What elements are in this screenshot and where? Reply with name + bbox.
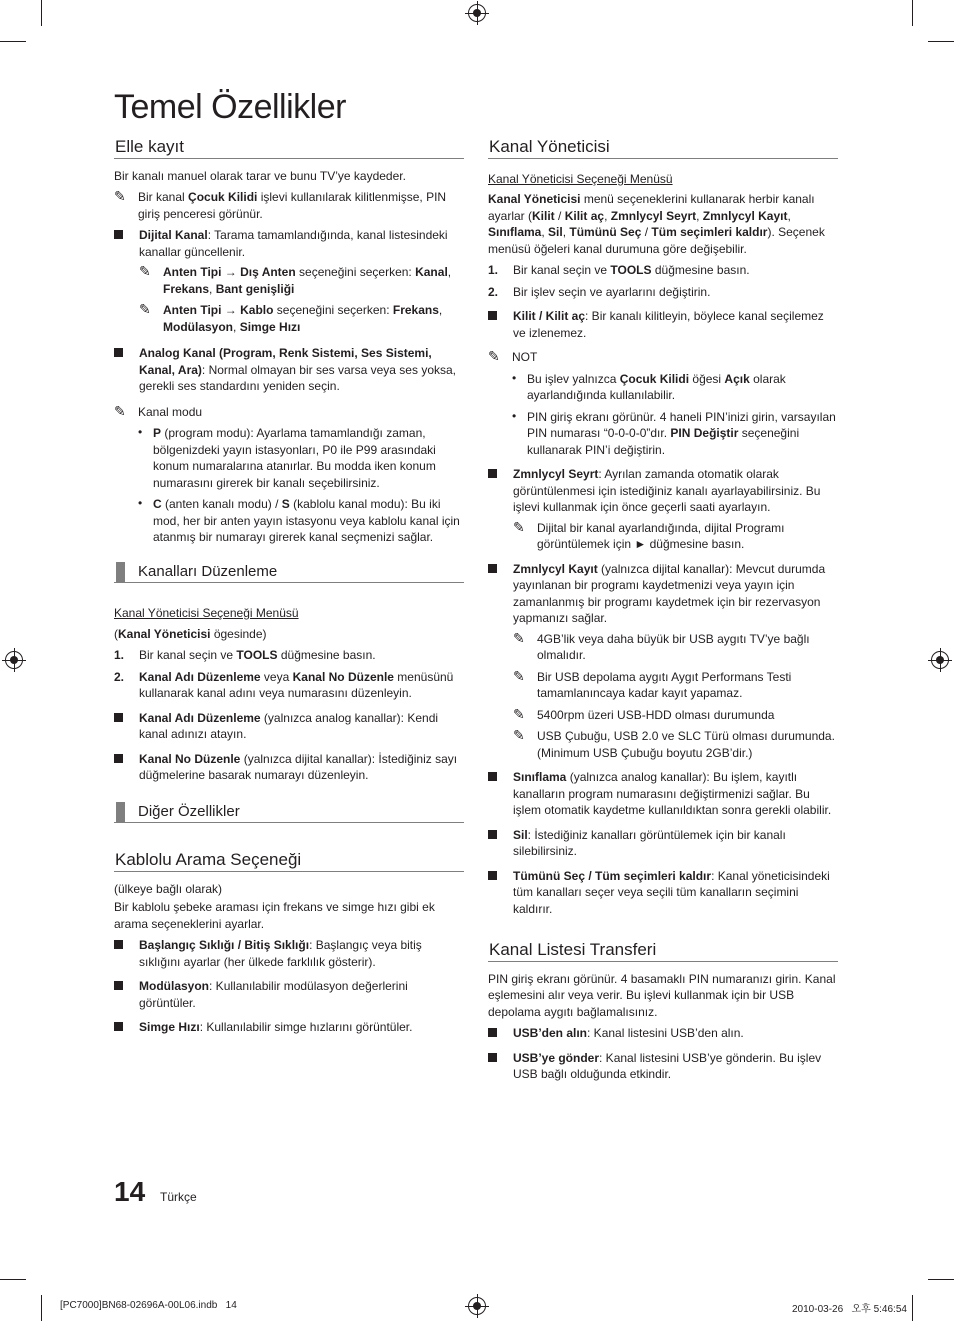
text: Kanal No Düzenle bbox=[292, 669, 394, 684]
text: Dijital bir kanal ayarlandığında, dijital Programı görüntülemek için ► düğmesine basın. bbox=[537, 520, 785, 551]
text: , bbox=[604, 208, 611, 223]
text: USB’den alın bbox=[513, 1026, 588, 1040]
print-slug-file: [PC7000]BN68-02696A-00L06.indb 14 bbox=[60, 1300, 237, 1311]
text: : Ayrılan zamanda otomatik olarak görüntülenmesi için istediğiniz kanalı ayarlayabilirsiniz. Bu işlevi kullanmak için önce geçerli saati ayarlayın. bbox=[513, 467, 821, 514]
paragraph bbox=[114, 626, 464, 643]
note bbox=[513, 631, 838, 664]
text: Kilit / Kilit aç bbox=[513, 309, 586, 323]
note bbox=[513, 669, 838, 702]
paragraph: Bir kablolu şebeke araması için frekans ve simge hızı gibi ek arama seçeneklerini ayarlar. bbox=[114, 900, 435, 931]
section-heading-kablolu-arama: Kablolu Arama Seçeneği bbox=[114, 851, 464, 872]
menu-title: Kanal Yöneticisi Seçeneği Menüsü bbox=[488, 171, 673, 186]
text: C bbox=[153, 497, 162, 511]
paragraph: (ülkeye bağlı olarak) bbox=[114, 881, 223, 896]
pencil-note-icon: ✎ bbox=[513, 667, 525, 684]
note bbox=[114, 404, 464, 421]
text: , bbox=[447, 265, 452, 279]
text: Simge Hızı bbox=[239, 319, 301, 334]
text: : Başlangıç veya bitiş sıklığını ayarlar (her ülkede farklılık gösterir). bbox=[139, 938, 422, 969]
pencil-note-icon: ✎ bbox=[513, 629, 525, 646]
text: 4GB’lik veya daha büyük bir USB aygıtı TV’ye bağlı olmalıdır. bbox=[537, 631, 810, 662]
text: Kanal bbox=[415, 265, 448, 279]
list-item bbox=[114, 937, 464, 970]
note bbox=[513, 707, 838, 724]
text: Sınıflama bbox=[513, 770, 567, 784]
registration-mark-icon bbox=[468, 4, 486, 22]
text: menü seçeneklerini kullanarak herbir kanalı ayarlar ( bbox=[488, 192, 815, 223]
registration-mark-icon bbox=[5, 651, 23, 669]
text: (anten kanalı modu) / bbox=[161, 497, 282, 511]
section-heading-kanal-listesi-transferi: Kanal Listesi Transferi bbox=[488, 941, 838, 962]
left-column bbox=[114, 138, 464, 1043]
pencil-note-icon: ✎ bbox=[513, 705, 525, 722]
text: NOT bbox=[512, 350, 538, 364]
text: USB’ye gönder bbox=[513, 1050, 600, 1065]
section-heading-elle-kayit: Elle kayıt bbox=[114, 138, 464, 159]
text: , bbox=[696, 208, 703, 223]
pencil-note-icon: ✎ bbox=[114, 188, 126, 204]
page-number: 14 bbox=[114, 1176, 146, 1207]
numbered-item bbox=[114, 669, 464, 702]
square-bullet-icon bbox=[488, 311, 497, 320]
text: (yalnızca analog kanallar): Kendi kanal adınızı atayın. bbox=[139, 710, 439, 741]
text: : Kullanılabilir simge hızlarını görüntüler. bbox=[199, 1020, 413, 1034]
text: veya bbox=[260, 669, 293, 684]
section-heading-kanal-yoneticisi: Kanal Yöneticisi bbox=[488, 138, 838, 159]
square-bullet-icon bbox=[488, 772, 497, 781]
text: PIN Değiştir bbox=[670, 426, 739, 440]
dot-bullet-icon: • bbox=[512, 370, 517, 385]
text: Sil bbox=[513, 827, 528, 842]
dot-bullet-icon: • bbox=[512, 408, 517, 423]
section-heading-kanallari-duzenleme bbox=[114, 564, 464, 584]
crop-mark bbox=[0, 41, 26, 42]
crop-mark bbox=[912, 1295, 913, 1321]
square-bullet-icon bbox=[114, 981, 123, 990]
list-item bbox=[488, 827, 838, 860]
pencil-note-icon: ✎ bbox=[488, 348, 500, 364]
paragraph bbox=[488, 191, 838, 257]
list-item bbox=[114, 1019, 464, 1036]
text: menüsünü kullanarak kanal adını veya numarasını düzenleyin. bbox=[139, 669, 454, 700]
text: S bbox=[281, 497, 290, 511]
text: Anten Tipi bbox=[163, 303, 222, 317]
text: Modülasyon bbox=[163, 319, 234, 334]
numbered-item bbox=[488, 284, 838, 301]
text: Dijital Kanal bbox=[139, 228, 208, 242]
text: Sil bbox=[548, 225, 563, 239]
text: Bir kanal bbox=[138, 190, 189, 204]
text: → bbox=[221, 265, 241, 279]
list-item bbox=[114, 751, 464, 784]
list-item bbox=[114, 227, 464, 335]
text: , bbox=[562, 225, 570, 239]
text: Zmnlycyl Seyrt bbox=[513, 467, 599, 481]
text: : Kanal listesini USB’den alın. bbox=[587, 1026, 744, 1040]
text: , bbox=[233, 319, 240, 334]
text: , bbox=[787, 208, 791, 223]
pencil-note-icon: ✎ bbox=[139, 263, 151, 279]
text: / bbox=[554, 208, 565, 223]
text: Bir işlev seçin ve ayarlarını değiştirin. bbox=[513, 284, 711, 299]
list-item bbox=[488, 466, 838, 553]
section-heading-diger-ozellikler bbox=[114, 804, 464, 824]
text: Tümünü Seç bbox=[569, 225, 642, 239]
text: Kanal Yöneticisi bbox=[118, 626, 211, 641]
page-title: Temel Özellikler bbox=[114, 88, 346, 126]
text: TOOLS bbox=[236, 648, 278, 662]
text: Kilit bbox=[532, 208, 555, 223]
square-bullet-icon bbox=[114, 1022, 123, 1031]
print-slug-date: 2010-03-26 오후 5:46:54 bbox=[792, 1304, 907, 1315]
text: Analog Kanal (Program, Renk Sistemi, Ses Sistemi, Kanal, Ara) bbox=[139, 346, 432, 377]
bullet-item bbox=[138, 496, 464, 546]
text: : Normal olmayan bir ses varsa veya ses yoksa, gerekli ses standardını yeniden seçin. bbox=[139, 362, 456, 393]
note bbox=[513, 728, 838, 761]
text: Kanal modu bbox=[138, 404, 203, 419]
text: Kanal Adı Düzenleme bbox=[139, 669, 261, 684]
step-number: 2. bbox=[114, 669, 125, 684]
text: Zmnlycyl Kayıt bbox=[702, 208, 788, 223]
text: (yalnızca analog kanallar): Bu işlem, kayıtlı kanalların program numarasını değiştirmenizi sağlar. Bu işlem otomatik kaydetme kullanıldıktan sonra gerekli olabilir. bbox=[513, 770, 832, 817]
list-item bbox=[488, 561, 838, 762]
note bbox=[513, 520, 838, 553]
text: Başlangıç Sıklığı / Bitiş Sıklığı bbox=[139, 938, 310, 952]
text: (yalnızca dijital kanallar): İstediğiniz sayı düğmelerine basarak numarayı düzenleyin. bbox=[139, 751, 458, 782]
pencil-note-icon: ✎ bbox=[513, 518, 525, 535]
text: / bbox=[641, 225, 652, 239]
text: Çocuk Kilidi bbox=[619, 371, 690, 386]
text: Bu işlev yalnızca bbox=[527, 371, 620, 386]
list-item bbox=[488, 1025, 838, 1042]
page-language: Türkçe bbox=[160, 1190, 197, 1204]
list-item bbox=[488, 308, 838, 341]
step-number: 1. bbox=[114, 648, 125, 662]
registration-mark-icon bbox=[931, 651, 949, 669]
text: Kanal Yöneticisi bbox=[488, 192, 581, 206]
text: : Bir kanalı kilitleyin, böylece kanal seçilemez ve izlenemez. bbox=[513, 309, 824, 340]
text: işlevi kullanılarak kilitlenmişse, PIN giriş penceresi görünür. bbox=[138, 190, 447, 221]
text: (yalnızca dijital kanallar): Mevcut durumda yayınlanan bir programı kaydetmenizi veya yayın için zamanlanmış bir programı kaydetmek için bir rezervasyon yapmanızı sağlar. bbox=[513, 561, 826, 625]
text: Frekans bbox=[392, 303, 439, 317]
text: , bbox=[541, 225, 549, 239]
list-item bbox=[114, 978, 464, 1011]
text: Kilit aç bbox=[564, 208, 605, 223]
text: olarak ayarlandığında kullanılabilir. bbox=[527, 371, 786, 402]
text: Bir kanal seçin ve bbox=[139, 648, 237, 662]
square-bullet-icon bbox=[114, 754, 123, 763]
text: Anten Tipi bbox=[163, 265, 222, 279]
text: , bbox=[438, 303, 443, 317]
text: Bir kanal seçin ve bbox=[513, 263, 611, 277]
square-bullet-icon bbox=[488, 469, 497, 478]
crop-mark bbox=[912, 0, 913, 26]
text: ( bbox=[114, 626, 118, 641]
text: düğmesine basın. bbox=[651, 263, 750, 277]
text: : Tarama tamamlandığında, kanal listesindeki kanallar güncellenir. bbox=[139, 228, 448, 259]
text: (kablolu kanal modu): Bu iki mod, her bir anten yayın istasyonu veya kablolu kanal için atanmış bir numarayı girerek kanal seçmenizi sağlar. bbox=[153, 497, 460, 544]
list-item bbox=[488, 769, 838, 819]
heading-bar-icon bbox=[116, 802, 125, 822]
square-bullet-icon bbox=[488, 830, 497, 839]
text: seçeneğini seçerken: bbox=[295, 265, 416, 279]
text: , bbox=[209, 281, 216, 296]
note bbox=[114, 189, 464, 222]
pencil-note-icon: ✎ bbox=[513, 727, 525, 743]
square-bullet-icon bbox=[114, 230, 123, 239]
text: seçeneğini kullanarak PIN’i değiştirin. bbox=[527, 426, 800, 457]
text: Zmnlycyl Seyrt bbox=[610, 208, 697, 223]
text: Kanal Adı Düzenleme bbox=[139, 710, 261, 725]
crop-mark bbox=[0, 1279, 26, 1280]
text: Tümünü Seç / Tüm seçimleri kaldır bbox=[513, 868, 712, 883]
text: : Kanal yöneticisindeki tüm kanalları seçer veya seçili tüm kanalların seçimini kaldırır. bbox=[513, 868, 830, 916]
text: → bbox=[221, 303, 241, 317]
paragraph: Bir kanalı manuel olarak tarar ve bunu TV’ye kaydeder. bbox=[114, 168, 406, 183]
list-item bbox=[488, 868, 838, 918]
dot-bullet-icon: • bbox=[138, 496, 143, 510]
note bbox=[139, 264, 464, 297]
text: : Kullanılabilir modülasyon değerlerini görüntüler. bbox=[139, 979, 408, 1010]
dot-bullet-icon: • bbox=[138, 425, 143, 439]
text: PIN giriş ekranı görünür. 4 haneli PIN’inizi girin, varsayılan PIN numarası “0-0-0-0”dır. bbox=[527, 409, 836, 440]
text: TOOLS bbox=[610, 263, 652, 277]
text: Simge Hızı bbox=[139, 1020, 200, 1034]
text: Zmnlycyl Kayıt bbox=[513, 561, 598, 576]
text: Diğer Özellikler bbox=[138, 802, 240, 820]
square-bullet-icon bbox=[488, 1053, 497, 1062]
text: : İstediğiniz kanalları görüntülemek için bir kanalı silebilirsiniz. bbox=[513, 827, 786, 858]
square-bullet-icon bbox=[114, 713, 123, 722]
menu-title: Kanal Yöneticisi Seçeneği Menüsü bbox=[114, 606, 299, 620]
bullet-item bbox=[138, 425, 464, 491]
text: ). Seçenek menüsü öğeleri kanal durumuna göre değişebilir. bbox=[488, 225, 825, 256]
list-item bbox=[114, 710, 464, 743]
registration-mark-icon bbox=[468, 1297, 486, 1315]
text: düğmesine basın. bbox=[277, 648, 376, 662]
text: Sınıflama bbox=[488, 225, 542, 239]
text: P bbox=[153, 426, 162, 440]
crop-mark bbox=[41, 0, 42, 26]
text: Kanalları Düzenleme bbox=[138, 562, 278, 580]
square-bullet-icon bbox=[114, 348, 123, 357]
text: Frekans bbox=[163, 281, 210, 296]
pencil-note-icon: ✎ bbox=[114, 402, 126, 419]
numbered-item bbox=[114, 647, 464, 664]
crop-mark bbox=[928, 41, 954, 42]
note bbox=[139, 302, 464, 335]
text: Bant genişliği bbox=[215, 281, 295, 296]
square-bullet-icon bbox=[488, 871, 497, 880]
text: Kablo bbox=[240, 303, 274, 317]
text: 5400rpm üzeri USB-HDD olması durumunda bbox=[537, 707, 775, 722]
text: Tüm seçimleri kaldır bbox=[651, 225, 768, 239]
text: Kanal No Düzenle bbox=[139, 751, 241, 766]
square-bullet-icon bbox=[488, 1028, 497, 1037]
step-number: 1. bbox=[488, 263, 499, 277]
numbered-item bbox=[488, 262, 838, 279]
step-number: 2. bbox=[488, 284, 499, 299]
crop-mark bbox=[41, 1295, 42, 1321]
right-column bbox=[488, 138, 838, 1090]
bullet-item bbox=[512, 409, 838, 459]
text: Çocuk Kilidi bbox=[188, 190, 258, 204]
text: seçeneğini seçerken: bbox=[273, 303, 393, 317]
paragraph: PIN giriş ekranı görünür. 4 basamaklı PIN numaranızı girin. Kanal eşlemesini alır veya verir. Bu işlevi kullanmak için bir USB depolama aygıtı bağlamalısınız. bbox=[488, 971, 836, 1019]
list-item bbox=[488, 1050, 838, 1083]
list-item bbox=[114, 345, 464, 395]
text: Dış Anten bbox=[240, 265, 296, 279]
text: (program modu): Ayarlama tamamlandığı zaman, bölgenizdeki yayın istasyonları, P0 ile P99 arasındaki konum numaralarına atanırlar. Bu modda iken konum numarasını girerek bir kanalı seçebilirsiniz. bbox=[153, 426, 436, 490]
square-bullet-icon bbox=[488, 564, 497, 573]
crop-mark bbox=[928, 1279, 954, 1280]
square-bullet-icon bbox=[114, 940, 123, 949]
text: USB Çubuğu, USB 2.0 ve SLC Türü olması durumunda. (Minimum USB Çubuğu boyutu 2GB’dir.) bbox=[537, 729, 835, 760]
text: Modülasyon bbox=[139, 979, 210, 993]
heading-bar-icon bbox=[116, 562, 125, 582]
note bbox=[488, 349, 838, 366]
text: Açık bbox=[724, 371, 750, 386]
bullet-item bbox=[512, 371, 838, 404]
text: Bir USB depolama aygıtı Aygıt Performans Testi tamamlanıncaya kadar kayıt yapamaz. bbox=[537, 669, 792, 700]
text: öğesi bbox=[689, 371, 725, 386]
text: ögesinde) bbox=[210, 626, 267, 641]
text: : Kanal listesini USB’ye gönderin. Bu işlev USB bağlı olduğunda etkindir. bbox=[513, 1050, 822, 1081]
pencil-note-icon: ✎ bbox=[139, 301, 151, 317]
